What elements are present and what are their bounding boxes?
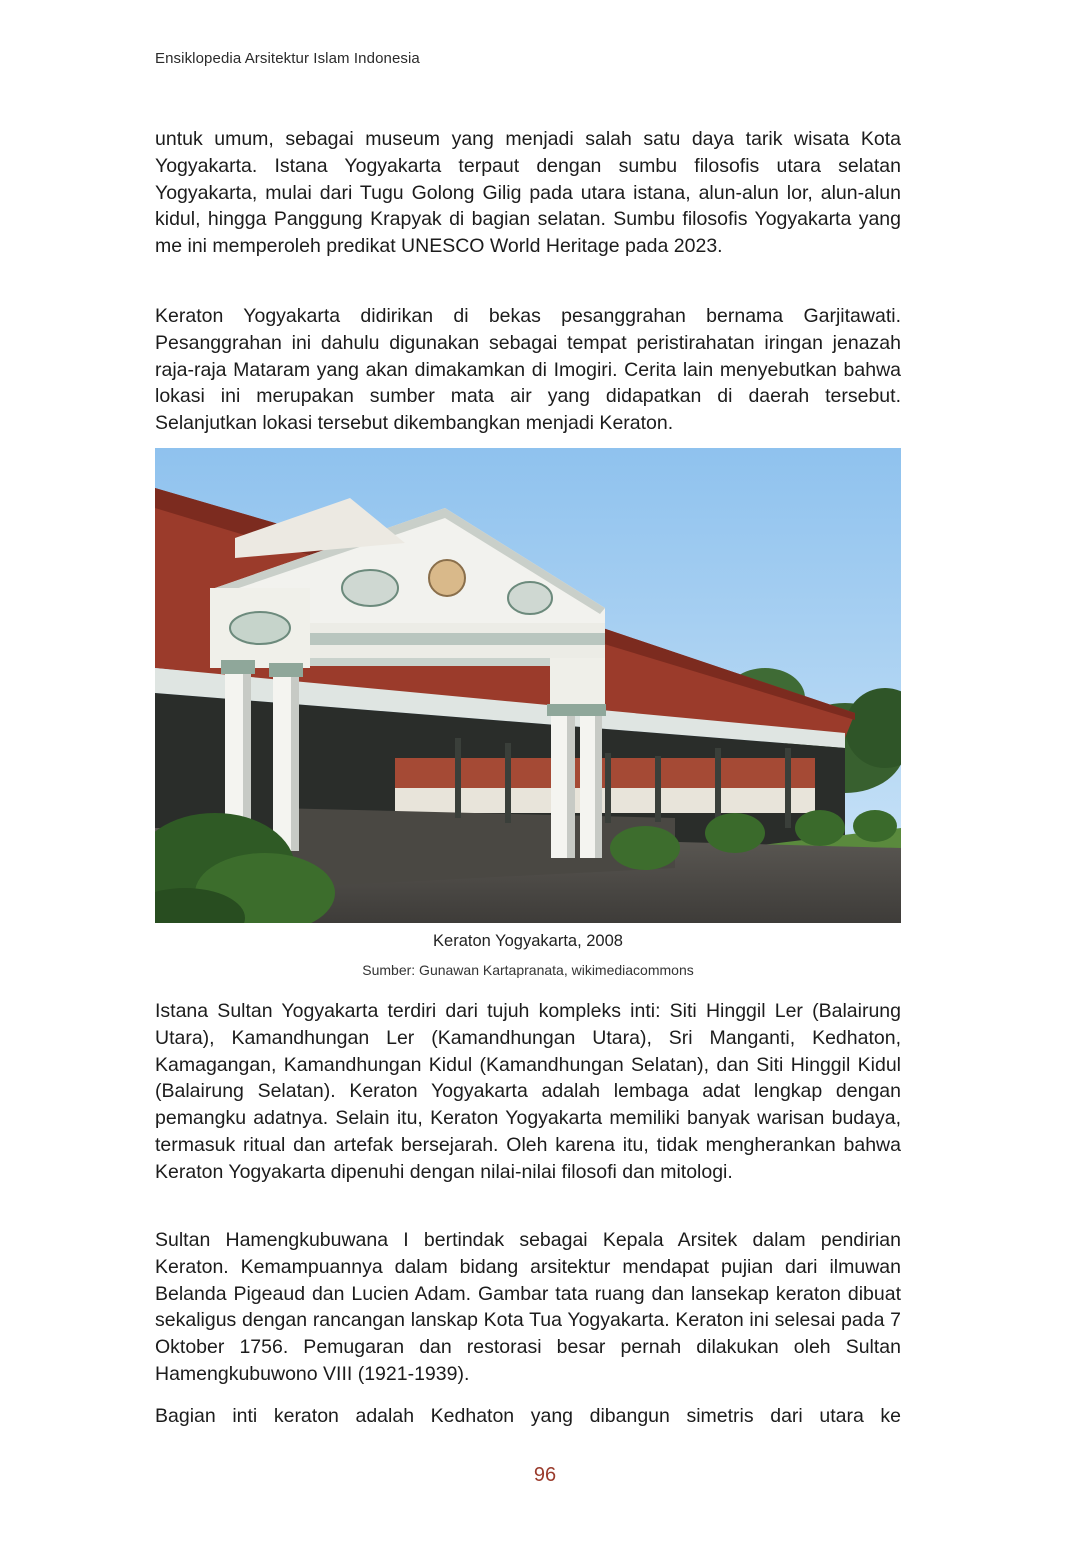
body-paragraph: Istana Sultan Yogyakarta terdiri dari tujuh kompleks inti: Siti Hinggil Ler (Balairung Utara), Kamandhungan Ler (Kamandhungan Utara), Sri Manganti, Kedhaton, Kamagangan, Kamandhungan Kidul (Kamandhungan Selatan), dan Siti Hinggil Kidul (Balairung Selatan). Keraton Yogyakarta adalah lembaga adat lengkap dengan pemangku adatnya. Selain itu, Keraton Yogyakarta memiliki banyak warisan budaya, termasuk ritual dan artefak bersejarah. Oleh karena itu, tidak mengherankan bahwa Keraton Yogyakarta dipenuhi dengan nilai-nilai filosofi dan mitologi. (155, 1000, 901, 1183)
running-header: Ensiklopedia Arsitektur Islam Indonesia (155, 50, 420, 67)
page-number: 96 (533, 1464, 557, 1486)
keraton-photo (155, 448, 901, 923)
figure-caption: Keraton Yogyakarta, 2008 (433, 932, 623, 950)
figure-source: Sumber: Gunawan Kartapranata, wikimediacommons (362, 962, 694, 978)
body-paragraph: Keraton Yogyakarta didirikan di bekas pesanggrahan bernama Garjitawati. Pesanggrahan ini dahulu digunakan sebagai tempat peristirahatan iringan jenazah raja-raja Mataram yang akan dimakamkan di Imogiri. Cerita lain menyebutkan bahwa lokasi ini merupakan sumber mata air yang didapatkan di daerah tersebut. Selanjutkan lokasi tersebut dikembangkan menjadi Keraton. (155, 305, 901, 435)
body-paragraph: Bagian inti keraton adalah Kedhaton yang dibangun simetris dari utara ke (155, 1405, 901, 1427)
body-paragraph: untuk umum, sebagai museum yang menjadi salah satu daya tarik wisata Kota Yogyakarta. Istana Yogyakarta terpaut dengan sumbu filosofis utara selatan Yogyakarta, mulai dari Tugu Golong Gilig pada utara istana, alun-alun lor, alun-alun kidul, hingga Panggung Krapyak di bagian selatan. Sumbu filosofis Yogyakarta yang me ini memperoleh predikat UNESCO World Heritage pada 2023. (155, 128, 901, 258)
body-paragraph: Sultan Hamengkubuwana I bertindak sebagai Kepala Arsitek dalam pendirian Keraton. Kemampuannya dalam bidang arsitektur mendapat pujian dari ilmuwan Belanda Pigeaud dan Lucien Adam. Gambar tata ruang dan lansekap keraton dibuat sekaligus dengan rancangan lanskap Kota Tua Yogyakarta. Keraton ini selesai pada 7 Oktober 1756. Pemugaran dan restorasi besar pernah dilakukan oleh Sultan Hamengkubuwono VIII (1921-1939). (155, 1229, 901, 1385)
